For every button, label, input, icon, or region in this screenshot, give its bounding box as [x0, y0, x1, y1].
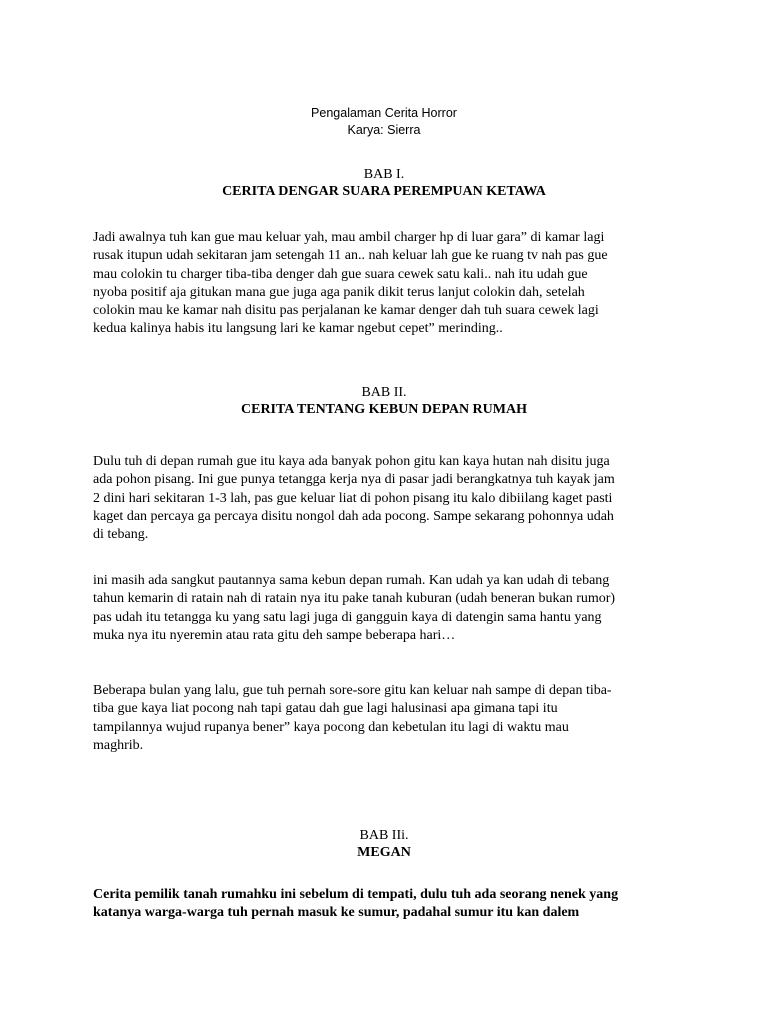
paragraph-line: Jadi awalnya tuh kan gue mau keluar yah, mau ambil charger hp di luar gara” di kamar lagi	[93, 230, 605, 245]
paragraph-line: pas udah itu tetangga ku yang satu lagi juga di gangguin kaya di datengin sama hantu yang	[93, 609, 602, 625]
paragraph-line: katanya warga-warga tuh pernah masuk ke sumur, padahal sumur itu kan dalem	[93, 905, 580, 921]
paragraph-line: muka nya itu nyeremin atau rata gitu deh sampe beberapa hari…	[93, 627, 456, 643]
document-title: Pengalaman Cerita Horror	[311, 106, 457, 120]
paragraph-line: colokin mau ke kamar nah disitu pas perjalanan ke kamar denger dah tuh suara cewek lagi	[93, 303, 599, 319]
chapter-2-paragraph-1	[93, 453, 683, 544]
paragraph-line: maghrib.	[93, 737, 144, 753]
document-author: Karya: Sierra	[347, 123, 421, 137]
chapter-3-title: MEGAN	[357, 845, 411, 860]
paragraph-line: tiba gue kaya liat pocong nah tapi gatau dah gue lagi halusinasi apa gimana tapi itu	[93, 701, 558, 717]
paragraph-line: di tebang.	[93, 527, 149, 543]
chapter-1-paragraph-1	[93, 229, 683, 339]
chapter-2-number: BAB II.	[361, 385, 407, 400]
paragraph-line: tahun kemarin di ratain nah di ratain nya itu pake tanah kuburan (udah beneran bukan rumor)	[93, 591, 616, 607]
paragraph-line: 2 dini hari sekitaran 1-3 lah, pas gue keluar liat di pohon pisang itu kalo dibiilang kaget pasti	[93, 490, 613, 506]
paragraph-line: Dulu tuh di depan rumah gue itu kaya ada banyak pohon gitu kan kaya hutan nah disitu juga	[93, 454, 610, 469]
paragraph-line: ada pohon pisang. Ini gue punya tetangga kerja nya di pasar jadi berangkatnya tuh kayak jam	[93, 472, 615, 488]
paragraph-line: kedua kalinya habis itu langsung lari ke kamar ngebut cepet” merinding..	[93, 321, 503, 337]
paragraph-line: Beberapa bulan yang lalu, gue tuh pernah sore-sore gitu kan keluar nah sampe di depan tiba-	[93, 683, 612, 698]
chapter-1-number: BAB I.	[363, 167, 405, 182]
paragraph-line: tampilannya wujud rupanya bener” kaya pocong dan kebetulan itu lagi di waktu mau	[93, 719, 569, 735]
paragraph-line: rusak itupun udah sekitaran jam setengah 11 an.. nah keluar lah gue ke ruang tv nah pas gue	[93, 248, 608, 264]
chapter-2-title: CERITA TENTANG KEBUN DEPAN RUMAH	[241, 402, 527, 417]
chapter-3-number: BAB IIi.	[359, 828, 409, 843]
chapter-1-title: CERITA DENGAR SUARA PEREMPUAN KETAWA	[222, 184, 546, 199]
paragraph-line: mau colokin tu charger tiba-tiba denger dah gue suara cewek satu kali.. nah itu udah gue	[93, 266, 588, 282]
paragraph-line: kaget dan percaya ga percaya disitu nongol dah ada pocong. Sampe sekarang pohonnya udah	[93, 508, 614, 524]
paragraph-line: nyoba positif aja gitukan mana gue juga aga panik dikit terus lanjut colokin dah, setelah	[93, 284, 585, 300]
chapter-2-paragraph-2	[93, 572, 683, 645]
chapter-3-paragraph-1	[93, 886, 683, 923]
paragraph-line: Cerita pemilik tanah rumahku ini sebelum di tempati, dulu tuh ada seorang nenek yang	[93, 887, 619, 902]
paragraph-line: ini masih ada sangkut pautannya sama kebun depan rumah. Kan udah ya kan udah di tebang	[93, 573, 610, 588]
chapter-2-paragraph-3	[93, 682, 683, 755]
